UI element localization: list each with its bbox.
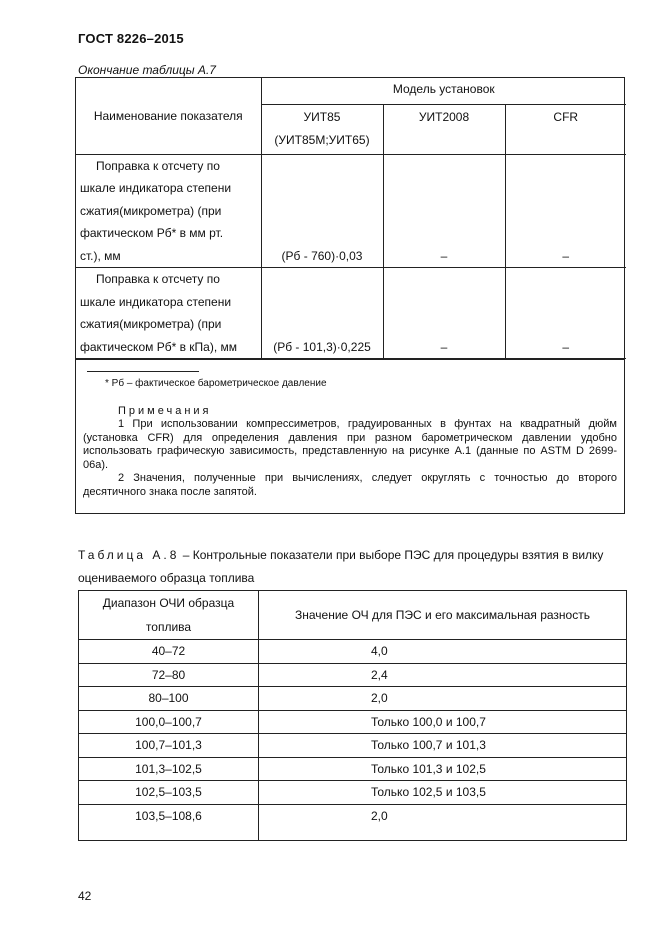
value-cell: 2,4 [259, 663, 627, 687]
table-row [79, 640, 627, 664]
footnote-divider [87, 371, 199, 372]
header-value: Значение ОЧ для ПЭС и его максимальная разность [259, 591, 627, 640]
indicator-line: ст.), мм [80, 248, 121, 263]
table-a7-notes [76, 359, 624, 513]
header-range-line2: топлива [145, 620, 192, 634]
range-cell: 103,5–108,6 [79, 804, 259, 840]
value-cell: Только 100,7 и 101,3 [259, 734, 627, 758]
table-cell-uit2008: – [383, 268, 505, 359]
table-row [79, 734, 627, 758]
range-cell: 101,3–102,5 [79, 757, 259, 781]
table-row [79, 804, 627, 840]
header-range [79, 591, 259, 640]
indicator-line: Поправка к отсчету по [96, 272, 220, 286]
indicator-line: фактическом Pб* в кПа), мм [80, 339, 238, 354]
range-cell: 40–72 [79, 640, 259, 664]
table-a7 [75, 77, 625, 514]
table-a7-caption: Окончание таблицы А.7 [78, 63, 216, 77]
value-cell: Только 101,3 и 102,5 [259, 757, 627, 781]
header-model-group: Модель установок [261, 78, 626, 104]
table-row [79, 757, 627, 781]
table-row [79, 781, 627, 805]
table-cell-uit85: (Pб - 760)·0,03 [261, 154, 383, 268]
value-cell: Только 102,5 и 103,5 [259, 781, 627, 805]
range-cell: 102,5–103,5 [79, 781, 259, 805]
header-model-uit85-line2: (УИТ85М;УИТ65) [274, 132, 370, 147]
range-cell: 100,0–100,7 [79, 710, 259, 734]
table-a8-caption [78, 544, 626, 590]
table-cell-cfr: – [505, 154, 626, 268]
table-row-indicator [76, 268, 261, 359]
table-cell-uit2008: – [383, 154, 505, 268]
indicator-line: шкале индикатора степени [80, 181, 232, 195]
value-cell: 4,0 [259, 640, 627, 664]
value-cell: 2,0 [259, 804, 627, 840]
table-row [79, 687, 627, 711]
header-model-uit2008: УИТ2008 [383, 104, 505, 154]
table-a8 [78, 590, 626, 841]
indicator-line: фактическом Pб* в мм рт. [80, 226, 224, 240]
header-range-line1: Диапазон ОЧИ образца [102, 596, 235, 610]
indicator-line: сжатия(микрометра) (при [80, 203, 222, 218]
header-model-uit85 [261, 104, 383, 154]
header-indicator: Наименование показателя [76, 78, 261, 154]
indicator-line: Поправка к отсчету по [96, 158, 220, 173]
indicator-line: сжатия(микрометра) (при [80, 317, 222, 331]
header-model-uit85-line1: УИТ85 [303, 109, 341, 124]
table-row [79, 710, 627, 734]
document-header: ГОСТ 8226–2015 [78, 31, 184, 46]
table-cell-cfr: – [505, 268, 626, 359]
table-cell-uit85: (Pб - 101,3)·0,225 [261, 268, 383, 359]
table-row-indicator [76, 154, 261, 268]
indicator-line: шкале индикатора степени [80, 294, 232, 309]
range-cell: 80–100 [79, 687, 259, 711]
table-a8-caption-text: – Контрольные показатели при выборе ПЭС для процедуры взятия в вилку оцениваемого образца топлива [78, 548, 604, 585]
table-a8-caption-label: Таблица А.8 [78, 548, 180, 562]
footnote: * Pб – фактическое барометрическое давление [105, 378, 327, 389]
note-2: 2 Значения, полученные при вычислениях, следует округлять с точностью до второго десятичного знака после запятой. [83, 472, 617, 498]
value-cell: Только 100,0 и 100,7 [259, 710, 627, 734]
page-number: 42 [78, 889, 92, 903]
note-1: 1 При использовании компрессиметров, градуированных в фунтах на квадратный дюйм (установка CFR) для определения давления при разном барометрическом давлении удобно использовать графическую зависимость, представленную на рисунке А.1 (данные по ASTM D 2699-06a). [83, 418, 617, 471]
range-cell: 72–80 [79, 663, 259, 687]
table-row [79, 663, 627, 687]
range-cell: 100,7–101,3 [79, 734, 259, 758]
header-model-cfr: CFR [505, 104, 626, 154]
notes-heading: Примечания [118, 404, 212, 417]
value-cell: 2,0 [259, 687, 627, 711]
